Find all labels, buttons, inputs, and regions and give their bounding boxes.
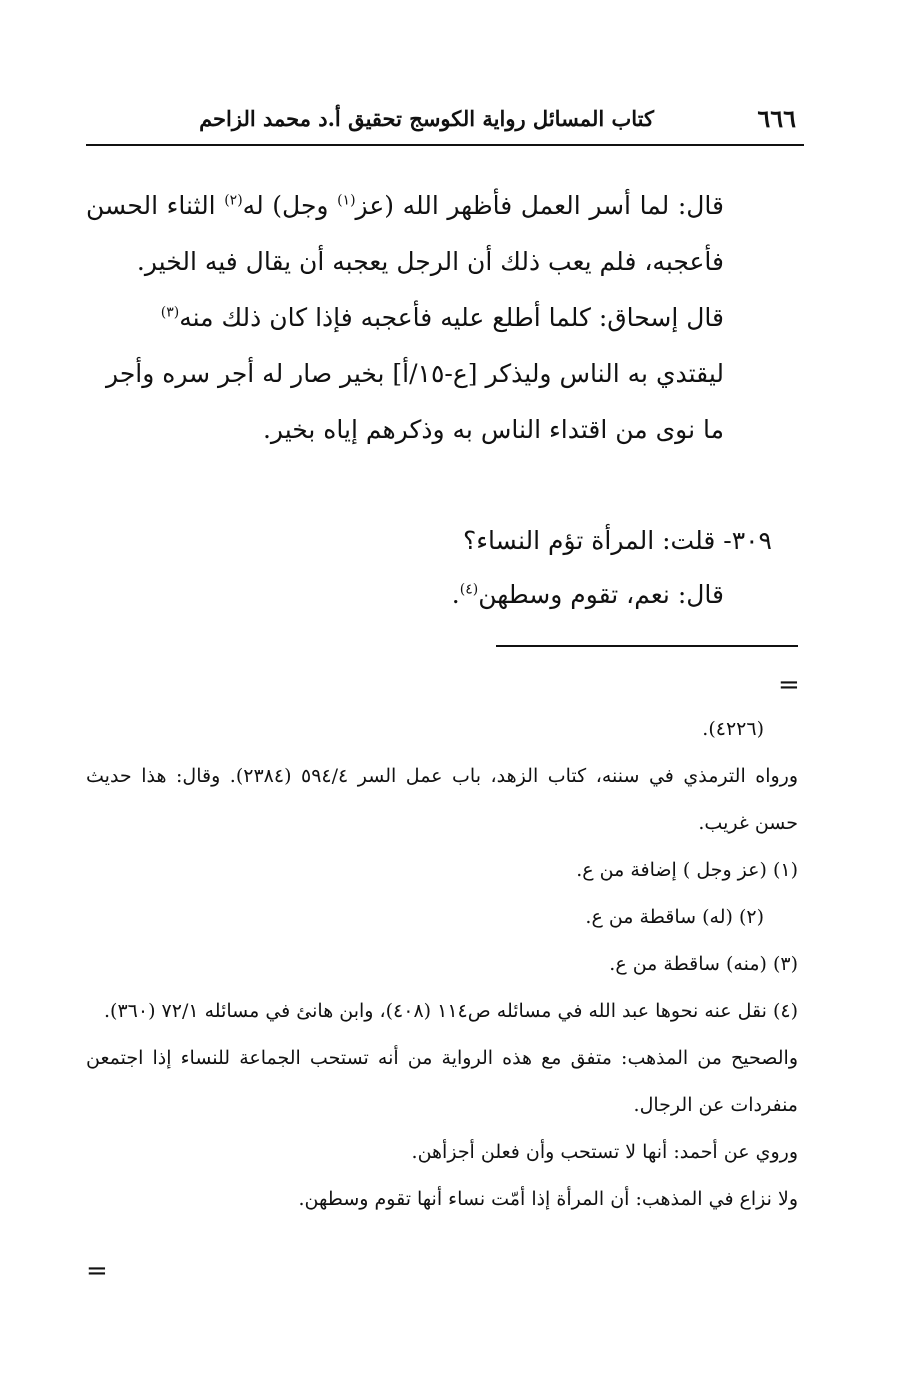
- footnote-note-1: والصحيح من المذهب: متفق مع هذه الرواية من أنه تستحب الجماعة للنساء إذا اجتمعن منفردات عن الرجال.: [86, 1047, 798, 1116]
- continuation-mark-top: =: [778, 670, 800, 700]
- footnote-note-2: وروي عن أحمد: أنها لا تستحب وأن فعلن أجزأهن.: [411, 1141, 798, 1163]
- footnote-ref-3[interactable]: (٣): [160, 304, 180, 321]
- footnote-ref-4[interactable]: (٤): [459, 581, 479, 598]
- page-header: [86, 100, 804, 140]
- footnote-separator: [496, 645, 798, 647]
- page-number: ٦٦٦: [757, 104, 796, 133]
- footnote-4: (٤) نقل عنه نحوها عبد الله في مسائله ص١١٤ (٤٠٨)، وابن هانئ في مسائله ٧٢/١ (٣٦٠).: [104, 1000, 798, 1022]
- footnote-1: (١) (عز وجل ) إضافة من ع.: [576, 859, 798, 881]
- footnote-carry-1: (٤٢٢٦).: [702, 718, 764, 740]
- footnote-ref-1[interactable]: (١): [337, 192, 356, 209]
- footnote-note-3: ولا نزاع في المذهب: أن المرأة إذا أمّت نساء أنها تقوم وسطهن.: [298, 1188, 798, 1210]
- paragraph-2-part-b: ليقتدي به الناس وليذكر [ع-١٥/أ] بخير صار له أجر سره وأجر ما نوى من اقتداء الناس به وذكرهم إياه بخير.: [106, 359, 724, 444]
- footnote-2: (٢) (له) ساقطة من ع.: [585, 906, 764, 928]
- paragraph-2: [86, 290, 724, 458]
- paragraph-1-part-b: وجل) له: [242, 191, 338, 220]
- question-text: ٣٠٩- قلت: المرأة تؤم النساء؟: [463, 526, 772, 555]
- footnote-carry-2: ورواه الترمذي في سننه، كتاب الزهد، باب عمل السر ٥٩٤/٤ (٢٣٨٤). وقال: هذا حديث حسن غريب.: [86, 765, 799, 834]
- paragraph-1: [86, 178, 724, 290]
- footnote-ref-2[interactable]: (٢): [224, 192, 243, 209]
- answer-end: .: [451, 580, 460, 609]
- answer-text: قال: نعم، تقوم وسطهن: [478, 580, 724, 609]
- paragraph-1-part-c: الثناء الحسن فأعجبه، فلم يعب ذلك أن الرجل يعجبه أن يقال فيه الخير.: [86, 191, 724, 276]
- continuation-mark-bottom: =: [86, 1256, 108, 1286]
- paragraph-1-part-a: قال: لما أسر العمل فأظهر الله (عز: [355, 191, 724, 220]
- running-title: كتاب المسائل رواية الكوسج تحقيق أ.د محمد الزاحم: [199, 106, 654, 131]
- answer: [86, 568, 772, 622]
- header-rule: [86, 144, 804, 146]
- main-text: [86, 178, 724, 458]
- footnote-3: (٣) (منه) ساقطة من ع.: [609, 953, 798, 975]
- question-309: [86, 514, 772, 622]
- footnotes: [86, 706, 798, 1223]
- paragraph-2-part-a: قال إسحاق: كلما أطلع عليه فأعجبه فإذا كان ذلك منه: [179, 303, 724, 332]
